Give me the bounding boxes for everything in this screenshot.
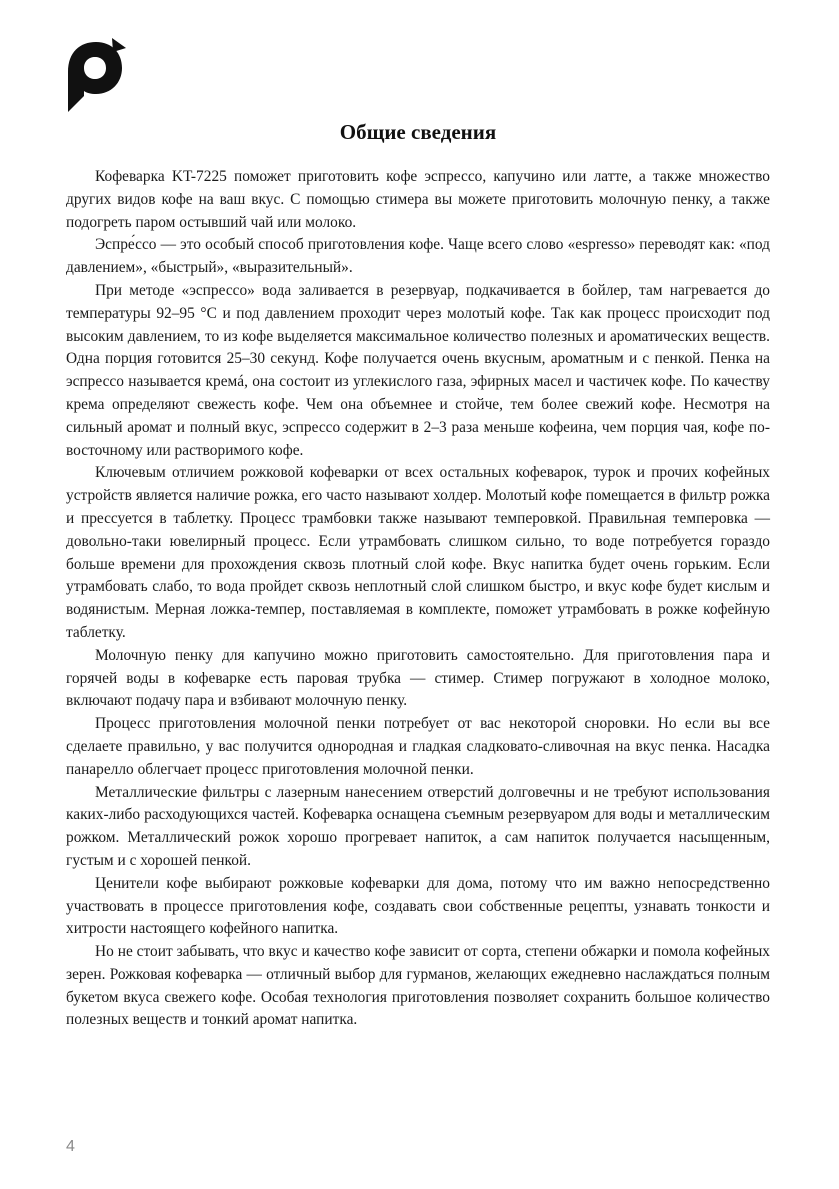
paragraph: Эспре́ссо — это особый способ приготовления кофе. Чаще всего слово «espresso» переводят как: «под давлением», «быстрый», «выразительный». [66,236,770,277]
page-number: 4 [66,1138,75,1155]
paragraph: Молочную пенку для капучино можно приготовить самостоятельно. Для приготовления пара и горячей воды в кофеварке есть паровая трубка — стимер. Стимер погружают в холодное молоко, включают подачу пара и взбивают молочную пенку. [66,646,770,710]
page-title: Общие сведения [339,120,497,144]
body-text [66,166,770,1032]
paragraph: Но не стоит забывать, что вкус и качество кофе зависит от сорта, степени обжарки и помола кофейных зерен. Рожковая кофеварка — отличный выбор для гурманов, желающих ежедневно наслаждаться полным букетом вкуса свежего кофе. Особая технология приготовления позволяет сохранить большое количество полезных веществ и тонкий аромат напитка. [66,943,770,1029]
paragraph: При методе «эспрессо» вода заливается в резервуар, подкачивается в бойлер, там нагревается до температуры 92–95 °C и под давлением проходит через молотый кофе. Так как процесс происходит под высоким давлением, то из кофе выделяется максимальное количество полезных и ароматических веществ. Одна порция готовится 25–30 секунд. Кофе получается очень вкусным, ароматным и с пенкой. Пенка на эспрессо называется кремá, она состоит из углекислого газа, эфирных масел и частичек кофе. По качеству крема определяют свежесть кофе. Чем она объемнее и стойче, тем более свежий кофе. Несмотря на сильный аромат и полный вкус, эспрессо содержит в 2–3 раза меньше кофеина, чем порция чая, кофе по-восточному или растворимого кофе. [66,281,770,459]
paragraph: Ключевым отличием рожковой кофеварки от всех остальных кофеварок, турок и прочих кофейных устройств является наличие рожка, его часто называют холдер. Молотый кофе помещается в фильтр рожка и прессуется в таблетку. Процесс трамбовки также называют темперовкой. Правильная темперовка — довольно-таки ювелирный процесс. Если утрамбовать слишком сильно, то воде потребуется гораздо больше времени для прохождения сквозь плотный слой кофе. Вкус напитка будет очень горьким. Если утрамбовать слабо, то вода пройдет сквозь неплотный слой слишком быстро, и вкус кофе будет кислым и водянистым. Мерная ложка-темпер, поставляемая в комплекте, поможет утрамбовать в рожке кофейную таблетку. [66,464,770,641]
brand-logo-icon [66,38,126,112]
paragraph: Кофеварка KT-7225 поможет приготовить кофе эспрессо, капучино или латте, а также множество других видов кофе на ваш вкус. С помощью стимера вы можете приготовить молочную пенку, а также подогреть паром остывший чай или молоко. [66,168,770,231]
paragraph: Металлические фильтры с лазерным нанесением отверстий долговечны и не требуют использования каких-либо расходующихся частей. Кофеварка оснащена съемным резервуаром для воды и металлическим рожком. Металлический рожок хорошо прогревает напиток, а сам напиток получается насыщенным, густым и с хорошей пенкой. [66,783,770,869]
paragraph: Процесс приготовления молочной пенки потребует от вас некоторой сноровки. Но если вы все сделаете правильно, у вас получится однородная и гладкая сладковато-сливочная на вкус пенка. Насадка панарелло облегчает процесс приготовления молочной пенки. [66,715,770,778]
paragraph: Ценители кофе выбирают рожковые кофеварки для дома, потому что им важно непосредственно участвовать в процессе приготовления кофе, создавать свои собственные рецепты, узнавать тонкости и хитрости настоящего кофейного напитка. [66,874,770,938]
